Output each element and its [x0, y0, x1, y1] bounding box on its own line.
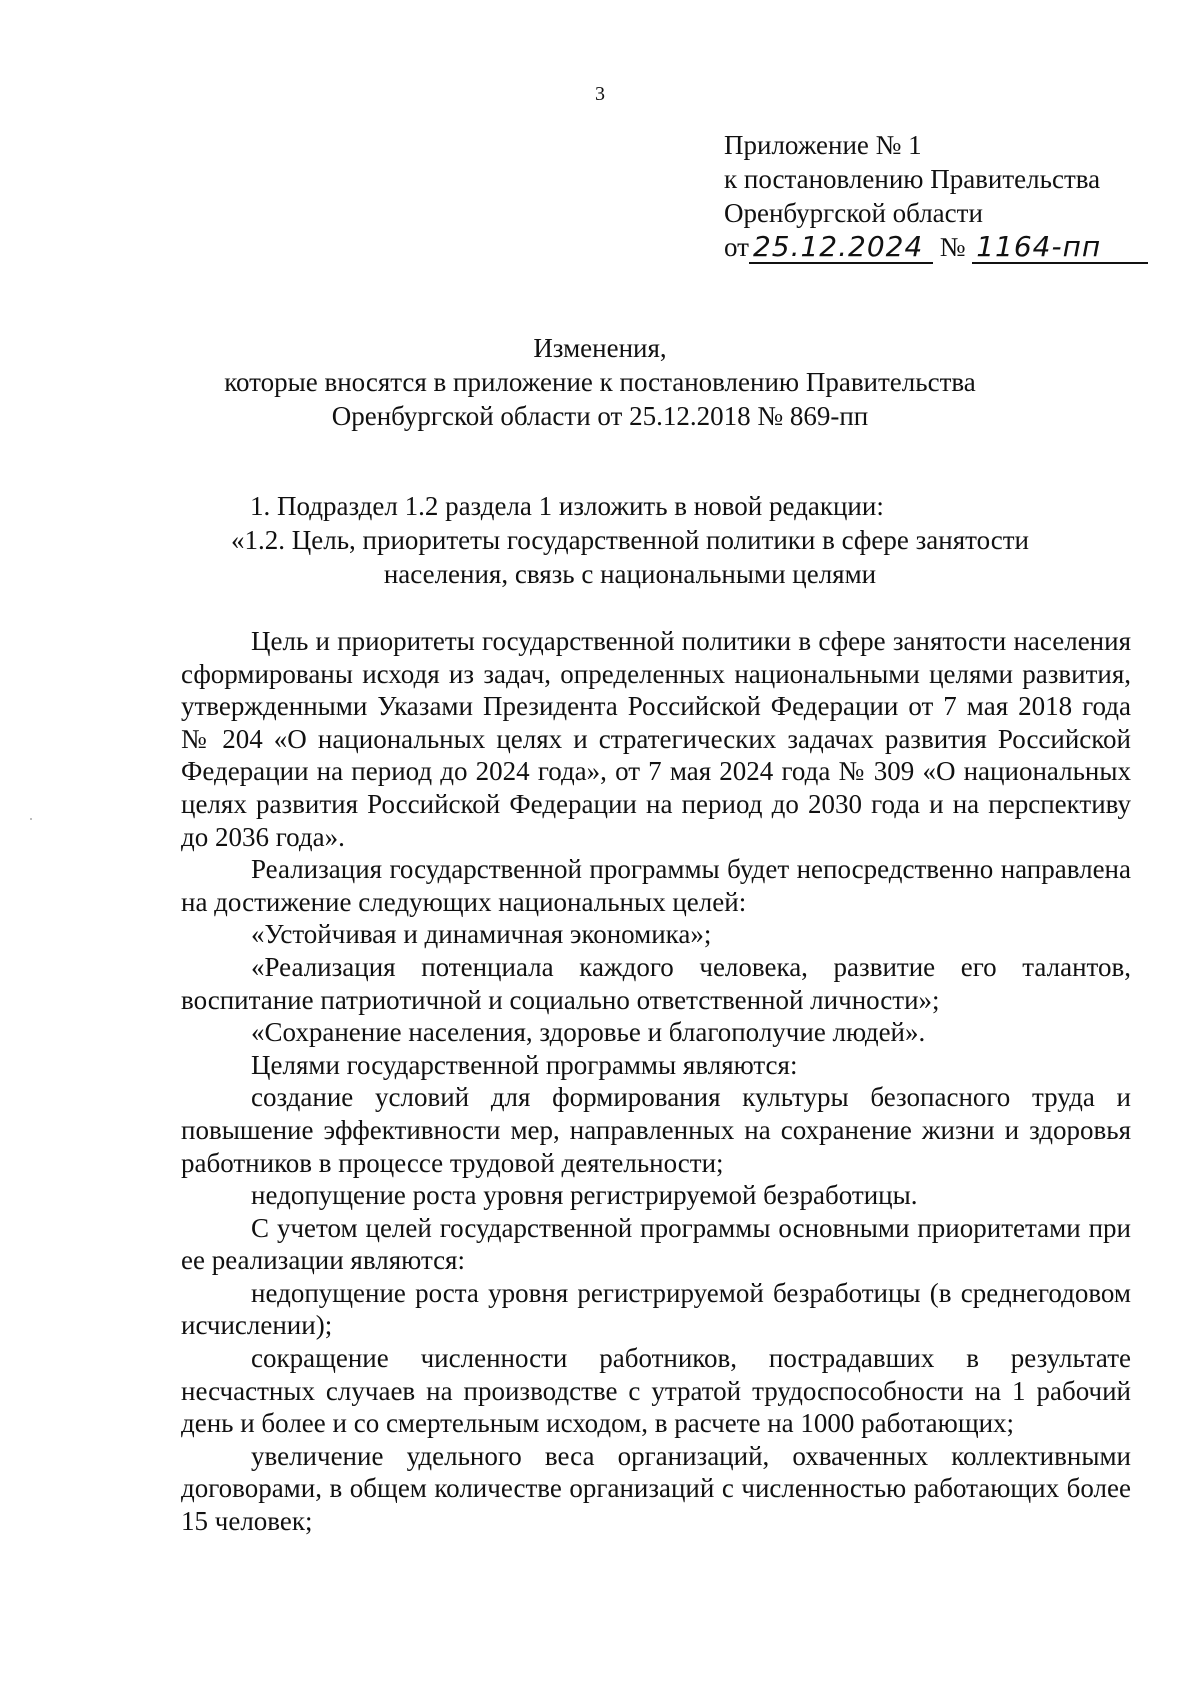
paragraph: Реализация государственной программы будет непосредственно направлена на достижение следующих национальных целей: [181, 854, 1131, 917]
amendment-item-1: 1. Подраздел 1.2 раздела 1 изложить в новой редакции: [250, 491, 884, 521]
document-title [120, 331, 1080, 433]
paragraph: Цель и приоритеты государственной политики в сфере занятости населения сформированы исходя из задач, определенных национальными целями развития, утвержденными Указами Президента Российской Федерации от 7 мая 2018 года № 204 «О национальных целях и стратегических задачах развития Российской Федерации на период до 2024 года», от 7 мая 2024 года № 309 «О национальных целях развития Российской Федерации на период до 2030 года и на перспективу до 2036 года». [181, 626, 1131, 852]
handwritten-number: 1164-пп [972, 232, 1148, 264]
section-heading [180, 489, 1080, 591]
paragraph: Целями государственной программы являются: [251, 1049, 798, 1080]
scan-speck [30, 818, 32, 820]
paragraph: создание условий для формирования культуры безопасного труда и повышение эффективности мер, направленных на сохранение жизни и здоровья работников в процессе трудовой деятельности; [181, 1082, 1131, 1178]
paragraph: недопущение роста уровня регистрируемой безработицы (в среднегодовом исчислении); [181, 1277, 1131, 1341]
subsection-heading-line-1: «1.2. Цель, приоритеты государственной политики в сфере занятости [231, 525, 1029, 555]
appendix-date-number-line [724, 230, 1164, 264]
paragraph: «Устойчивая и динамичная экономика»; [251, 919, 712, 950]
page-number: 3 [595, 83, 605, 105]
paragraph: увеличение удельного веса организаций, охваченных коллективными договорами, в общем количестве организаций с численностью работающих более 15 человек; [181, 1440, 1131, 1537]
number-prefix: № [939, 232, 966, 262]
title-line-1: Изменения, [533, 333, 667, 363]
title-line-2: которые вносятся в приложение к постановлению Правительства [224, 367, 976, 397]
paragraph: С учетом целей государственной программы основными приоритетами при ее реализации являются: [181, 1212, 1131, 1276]
title-line-3: Оренбургской области от 25.12.2018 № 869-пп [331, 401, 869, 431]
appendix-title: Приложение № 1 [724, 130, 922, 160]
paragraph: сокращение численности работников, пострадавших в результате несчастных случаев на производстве с утратой трудоспособности на 1 рабочий день и более и со смертельным исходом, в расчете на 1000 работающих; [181, 1343, 1131, 1439]
body-text [181, 625, 1131, 1538]
appendix-region: Оренбургской области [724, 198, 983, 228]
paragraph: недопущение роста уровня регистрируемой безработицы. [251, 1180, 918, 1211]
appendix-block [724, 128, 1164, 264]
subsection-heading-line-2: населения, связь с национальными целями [383, 559, 877, 589]
handwritten-date: 25.12.2024 [749, 232, 933, 264]
paragraph: «Реализация потенциала каждого человека, развитие его талантов, воспитание патриотичной и социально ответственной личности»; [181, 951, 1131, 1015]
paragraph: «Сохранение населения, здоровье и благополучие людей». [251, 1017, 926, 1048]
date-prefix: от [724, 232, 749, 262]
appendix-reference: к постановлению Правительства [724, 164, 1101, 194]
